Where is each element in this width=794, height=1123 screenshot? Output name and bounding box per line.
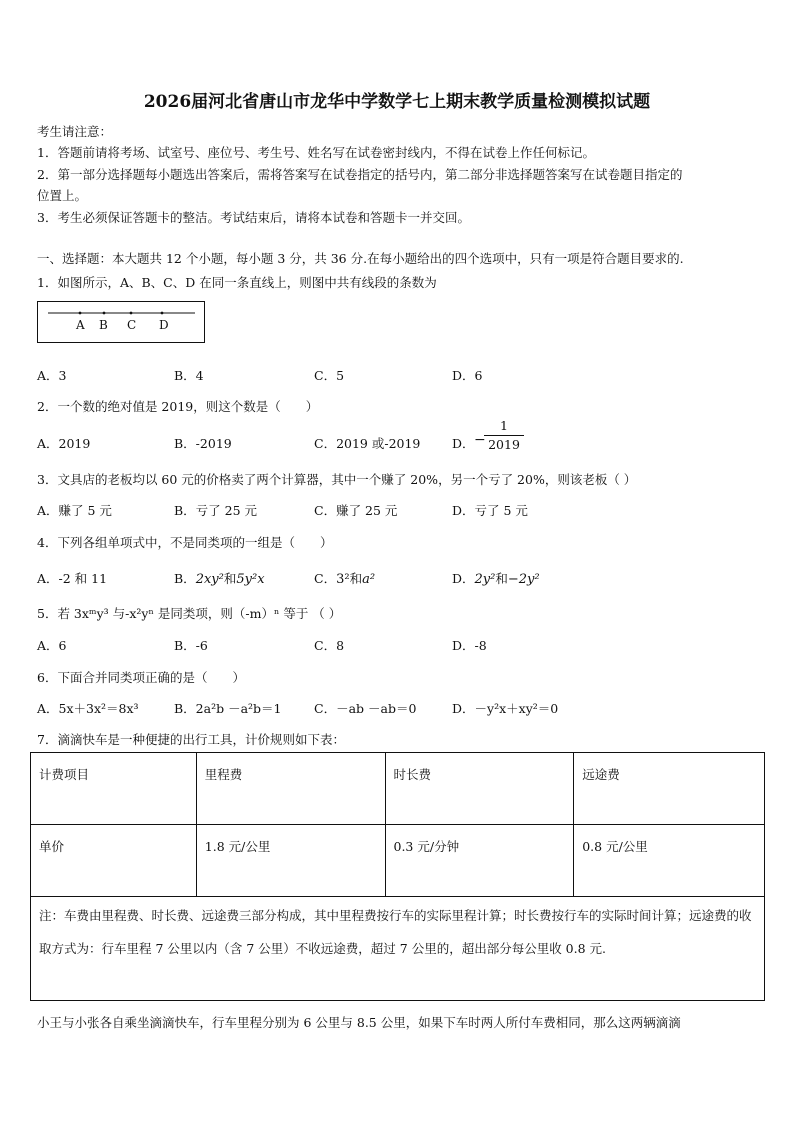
table-row: [31, 753, 765, 825]
fraction-numerator: 1: [500, 418, 508, 433]
notice-item-1: 1．答题前请将考场、试室号、座位号、考生号、姓名写在试卷密封线内，不得在试卷上作任何标记。: [37, 145, 595, 160]
table-header-cell: 里程费: [196, 753, 385, 825]
fare-table: [30, 752, 765, 1001]
q4-c-term-1: 3²: [336, 572, 350, 587]
q5-option-c: C．8: [314, 638, 345, 653]
section-heading: 一、选择题：本大题共 12 个小题，每小题 3 分，共 36 分.在每小题给出的四个选项中，只有一项是符合题目要求的.: [37, 251, 684, 266]
q2-option-d: D．: [452, 436, 475, 451]
q3-option-a: A．赚了 5 元: [37, 503, 112, 518]
point-c-label: C: [127, 318, 137, 332]
point-b-label: B: [99, 318, 108, 332]
table-cell: 0.8 元/公里: [574, 825, 765, 897]
table-header-cell: 时长费: [385, 753, 574, 825]
fraction-denominator: 2019: [488, 437, 520, 452]
q6-option-b: B．2a²b －a²b＝1: [174, 701, 282, 716]
question-4-stem: 4．下列各组单项式中，不是同类项的一组是（ ）: [37, 535, 333, 550]
q4-option-c: [314, 569, 375, 587]
q4-option-a: A．-2 和 11: [37, 571, 108, 586]
table-row: [31, 897, 765, 1001]
table-cell: 0.3 元/分钟: [385, 825, 574, 897]
q2-option-d-sign: −: [474, 432, 486, 448]
q3-option-c: C．赚了 25 元: [314, 503, 398, 518]
q6-option-c: C．－ab －ab＝0: [314, 701, 417, 716]
q4-option-d: [452, 569, 540, 587]
q2-option-d-fraction: [484, 418, 524, 453]
table-row: [31, 825, 765, 897]
q4-d-term-2: −2y²: [507, 572, 540, 587]
question-7-text: 小王与小张各自乘坐滴滴快车，行车里程分别为 6 公里与 8.5 公里，如果下车时两人所付车费相同，那么这两辆滴滴: [37, 1015, 681, 1030]
point-c-dot: [130, 312, 133, 315]
point-a-dot: [79, 312, 82, 315]
q1-option-c: C．5: [314, 368, 345, 383]
question-1-stem: 1．如图所示，A、B、C、D 在同一条直线上，则图中共有线段的条数为: [37, 275, 437, 290]
q5-option-a: A．6: [37, 638, 67, 653]
q3-option-b: B．亏了 25 元: [174, 503, 258, 518]
q4-b-term-2: 5y²x: [236, 572, 265, 587]
table-header-cell: 计费项目: [31, 753, 197, 825]
line-diagram: [38, 302, 204, 342]
table-header-cell: 远途费: [574, 753, 765, 825]
page-title: 2026届河北省唐山市龙华中学数学七上期末教学质量检测模拟试题: [143, 92, 651, 112]
q2-option-c: C．2019 或-2019: [314, 436, 421, 451]
q4-option-b-label: B．: [174, 571, 196, 586]
q2-option-a: A．2019: [37, 436, 91, 451]
point-b-dot: [103, 312, 106, 315]
point-a-label: A: [76, 318, 85, 332]
point-d-dot: [161, 312, 164, 315]
q1-option-d: D．6: [452, 368, 483, 383]
notice-heading: 考生请注意：: [37, 124, 113, 139]
q5-option-d: D．-8: [452, 638, 487, 653]
question-2-stem: 2．一个数的绝对值是 2019，则这个数是（ ）: [37, 399, 319, 414]
q1-option-b: B．4: [174, 368, 204, 383]
q4-b-and: 和: [223, 571, 237, 586]
fraction-bar: [484, 435, 524, 436]
table-note: 注：车费由里程费、时长费、远途费三部分构成，其中里程费按行车的实际里程计算；时长费按行车的实际时间计算；远途费的收取方式为：行车里程 7 公里以内（含 7 公里）不收远途费，超过 7 公里的，超出部分每公里收 0.8 元.: [31, 897, 765, 1001]
question-6-stem: 6．下面合并同类项正确的是（ ）: [37, 670, 245, 685]
question-3-stem: 3．文具店的老板均以 60 元的价格卖了两个计算器，其中一个赚了 20%，另一个亏了 20%，则该老板（ ）: [37, 472, 637, 487]
q4-option-b: [174, 569, 265, 587]
notice-item-2-cont: 位置上。: [37, 188, 88, 203]
q4-c-and: 和: [349, 571, 363, 586]
q4-c-term-2: a²: [362, 572, 376, 587]
q6-option-d: D．－y²x＋xy²＝0: [452, 701, 559, 716]
q4-d-term-1: 2y²: [474, 572, 496, 587]
question-5-stem: 5．若 3xᵐy³ 与-x²yⁿ 是同类项，则（-m）ⁿ 等于 （ ）: [37, 606, 342, 621]
line-figure: [37, 301, 205, 343]
question-7-stem: 7．滴滴快车是一种便捷的出行工具，计价规则如下表：: [37, 732, 345, 747]
q6-option-a: A．5x＋3x²＝8x³: [37, 701, 139, 716]
q5-option-b: B．-6: [174, 638, 208, 653]
q4-option-c-label: C．: [314, 571, 337, 586]
table-cell: 1.8 元/公里: [196, 825, 385, 897]
q4-b-term-1: 2xy²: [195, 572, 224, 587]
q4-d-and: 和: [495, 571, 508, 586]
q4-option-d-label: D．: [452, 571, 475, 586]
q1-option-a: A．3: [37, 368, 67, 383]
point-d-label: D: [159, 318, 169, 332]
notice-item-2: 2．第一部分选择题每小题选出答案后，需将答案写在试卷指定的括号内，第二部分非选择题答案写在试卷题目指定的: [37, 167, 683, 182]
q3-option-d: D．亏了 5 元: [452, 503, 528, 518]
table-cell: 单价: [31, 825, 197, 897]
notice-item-3: 3．考生必须保证答题卡的整洁。考试结束后，请将本试卷和答题卡一并交回。: [37, 210, 470, 225]
q2-option-b: B．-2019: [174, 436, 232, 451]
